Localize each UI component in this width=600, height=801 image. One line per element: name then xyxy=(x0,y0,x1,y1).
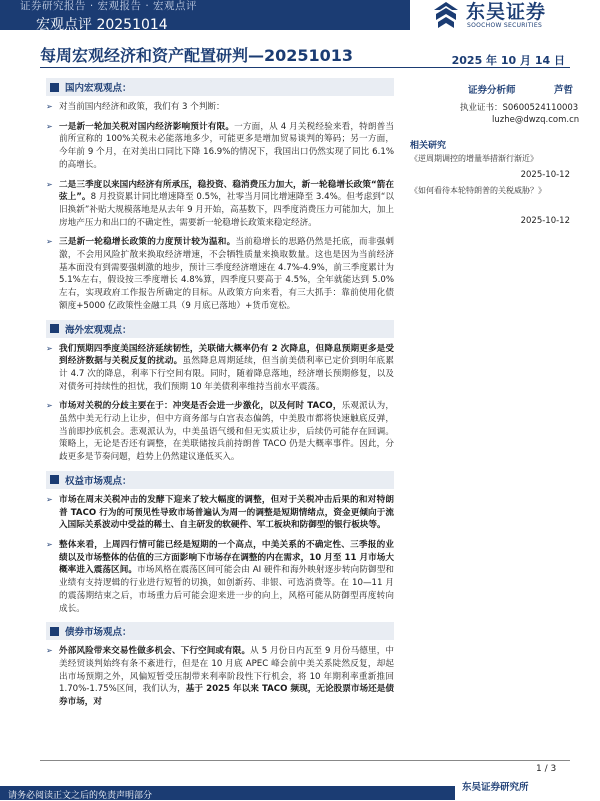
report-title: 每周宏观经济和资产配置研判—20251013 xyxy=(40,46,354,65)
page-number: 1 / 3 xyxy=(536,764,557,774)
disclaimer-text: 请务必阅读正文之后的免责声明部分 xyxy=(8,791,153,801)
square-bullet-icon xyxy=(50,627,59,636)
footer-divider xyxy=(40,760,570,761)
related-research-title: 相关研究 xyxy=(410,141,447,151)
footer-brand: 东吴证券研究所 xyxy=(462,782,529,793)
paragraph: ➢ 外部风险带来交易性做多机会、下行空间或有限。从 5 月份日内瓦至 9 月份马德里，中美经贸谈判始终有条不紊进行，但是在 10 月底 APEC 峰会前中美关系陡然反复，却起出市场预期之外，风偏短暂受压制带来利率阶段性下行机会，将 10 年期利率重新推回 1.70%-1.75%区间，我们认为，基于 2025 年以来 TACO 频现，无论股票市场还是债券市场，对 xyxy=(46,646,394,708)
paragraph: ➢ 三是新一轮稳增长政策的力度预计较为温和。当前稳增长的思路仍然是托底，而非强刺激，不会用风险扩散来换取经济增速，不会牺牲质量来换取数量。这也是因为当前经济基本面没有到需要强刺激的地步，预计三季度经济增速在 4.7%-4.9%，前三季度累计为 5.1%左右，假设按三季度增长 4.8%算，四季度只要高于 4.5%，全年就能达到 5.0%左右，实现政府工作报告所确定的目标。从政策方向来看，有三大抓手：靠前使用化债额度+5000 亿政策性金融工具（9 月底已落地）+货币宽松。 xyxy=(46,237,394,311)
related-research-date: 2025-10-12 xyxy=(520,216,570,226)
analyst-label: 证券分析师 xyxy=(468,85,516,96)
arrow-bullet-icon: ➢ xyxy=(46,539,53,549)
section-heading-overseas: 海外宏观观点： xyxy=(46,320,394,338)
square-bullet-icon xyxy=(50,83,59,92)
report-date: 2025 年 10 月 14 日 xyxy=(451,54,565,67)
related-research-date: 2025-10-12 xyxy=(520,170,570,180)
brand-name: 东吴证券 xyxy=(466,1,547,23)
paragraph: ➢ 市场对关税的分歧主要在于：冲突是否会进一步激化，以及何时 TACO，乐观派认为，虽然中美无行动上让步，但中方商务部与白宫表态偏鸽，中美股市都将快速触底反弹，当前即抄底机会。悲观派认为，中美虽语气缓和但无实质让步，后续仍可能存在回调。策略上，无论是否还有调整，在美联储按兵前持朗普 TACO 仍是大概率事件。因此，分歧更多是节奏问题，趋势上仍然建议逢低买入。 xyxy=(46,401,394,463)
related-research-item[interactable]: 《逆周期调控的增量举措渐行渐近》 xyxy=(410,154,538,163)
paragraph: ➢ 我们预期四季度美国经济延续韧性，关联储大概率仍有 2 次降息，但降息预期更多是受到经济数据与关税反复的扰动。虽然降息周期延续，但当前美债利率已定价到明年底累计 4.7 次的降息，利率下行空间有限。同时，随着降息落地，经济增长预期修复，以及对债务可持续性的担忧，我们预期 10 年美债利率维持当前水平震荡。 xyxy=(46,343,394,392)
square-bullet-icon xyxy=(50,475,59,484)
arrow-bullet-icon: ➢ xyxy=(46,401,53,411)
paragraph: ➢ 整体来看，上周四行情可能已经是短期的一个高点，中美关系的不确定性、三季报的业绩以及市场整体的估值的三方面影响下市场存在调整的内在需求，10 月至 11 月市场大概率进入震荡区间。市场风格在震荡区间可能会由 AI 硬件和海外映射逐步转向防御型和业绩有支持逻辑的行业进行短暂的切换，如创新药、非银、可选消费等。在 10—11 月的震荡期结束之后，市场重力后可能会迎来进一步的向上，风格可能从防御型再度转向成长。 xyxy=(46,539,394,614)
arrow-bullet-icon: ➢ xyxy=(46,121,53,131)
paragraph: ➢ 二是三季度以来国内经济有所承压，稳投资、稳消费压力加大，新一轮稳增长政策“箭在弦上”。8 月投资累计同比增速降至 0.5%，社零当月同比增速降至 3.4%。但考虑到“以旧换新”补贴大规模落地是从去年 9 月开始，高基数下，四季度消费压力可能加大，加上房地产压力和出口的不确定性，需要新一轮稳增长政策来稳定经济。 xyxy=(46,179,394,228)
report-type: 宏观点评 20251014 xyxy=(36,17,168,33)
section-heading-bond: 债券市场观点： xyxy=(46,622,394,640)
breadcrumb: 证券研究报告 · 宏观报告 · 宏观点评 xyxy=(20,0,198,12)
arrow-bullet-icon: ➢ xyxy=(46,646,53,656)
square-bullet-icon xyxy=(50,324,59,333)
arrow-bullet-icon: ➢ xyxy=(46,102,53,111)
arrow-bullet-icon: ➢ xyxy=(46,237,53,247)
paragraph: ➢ 市场在周末关税冲击的发酵下迎来了较大幅度的调整，但对于关税冲击后果的和对特朗普 TACO 行为的可预见性导致市场普遍认为周一的调整是短期情绪点，资金更倾向于流入国际关系波动中受益的稀土、自主研发的软硬件、军工板块和防御型的银行板块等。 xyxy=(46,494,394,531)
title-divider xyxy=(40,67,570,68)
section-heading-domestic: 国内宏观观点： xyxy=(46,78,394,96)
analyst-certificate: 执业证书：S0600524110003 xyxy=(460,103,579,113)
arrow-bullet-icon: ➢ xyxy=(46,343,53,353)
brand-logo xyxy=(430,0,590,34)
paragraph: ➢ 一是新一轮加关税对国内经济影响预计有限。一方面，从 4 月关税经验来看，特朗普当前所宣称的 100%关税未必能落地多少，可能更多是增加贸易谈判的筹码；另一方面，今年前 9 个月，在对美出口同比下降 16.9%的情况下，我国出口仍然实现了同比 6.1%的高增长。 xyxy=(46,121,394,170)
analyst-email[interactable]: luzhe@dwzq.com.cn xyxy=(492,115,580,125)
main-content xyxy=(46,74,394,716)
brand-name-en: SOOCHOW SECURITIES xyxy=(467,22,543,29)
section-heading-equity: 权益市场观点： xyxy=(46,471,394,489)
arrow-bullet-icon: ➢ xyxy=(46,179,53,189)
related-research-item[interactable]: 《如何看待本轮特朗普的关税威胁？》 xyxy=(410,186,546,195)
analyst-name: 芦哲 xyxy=(554,85,574,96)
soochow-logo-icon xyxy=(430,0,462,32)
paragraph: ➢ 对当前国内经济和政策，我们有 3 个判断： xyxy=(46,102,225,112)
arrow-bullet-icon: ➢ xyxy=(46,494,53,504)
